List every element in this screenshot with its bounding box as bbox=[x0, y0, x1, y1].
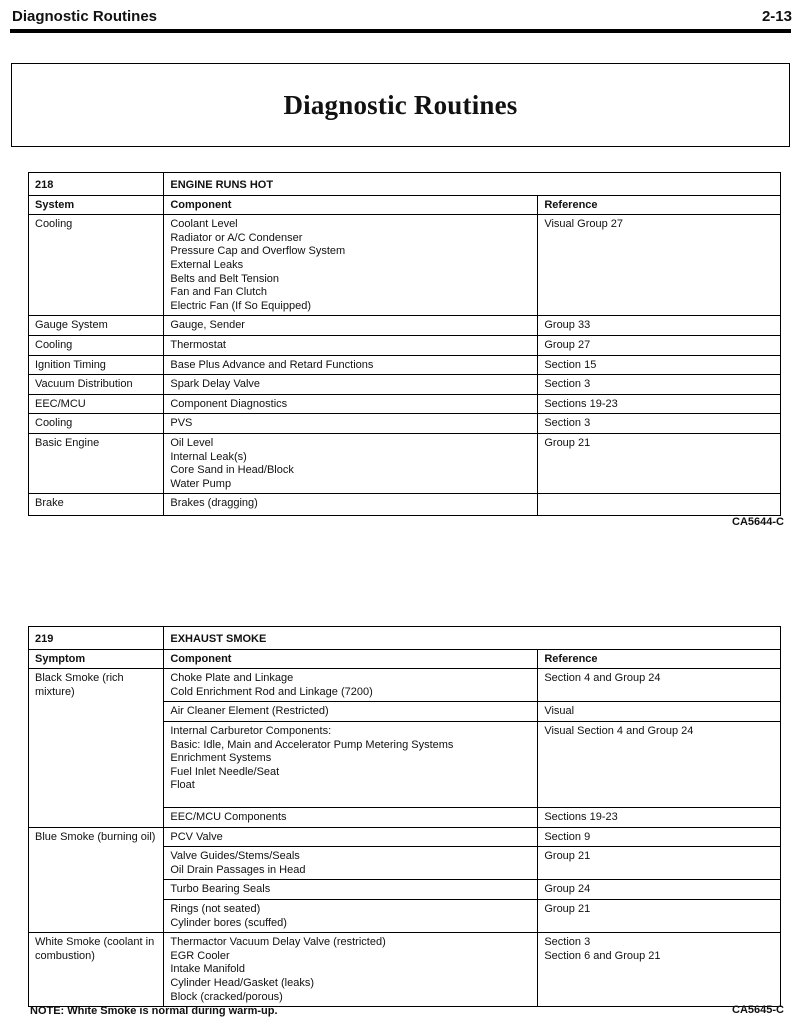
symptom-cell bbox=[29, 669, 164, 827]
routine-title-line: ENGINE RUNS HOT bbox=[170, 179, 274, 191]
reference-cell bbox=[538, 807, 781, 827]
table-header-row bbox=[29, 649, 781, 669]
reference-cell-line: Section 3 bbox=[544, 936, 591, 949]
component-cell-line: Brakes (dragging) bbox=[170, 497, 258, 510]
component-cell bbox=[164, 721, 538, 807]
component-cell-line: Spark Delay Valve bbox=[170, 378, 261, 391]
table-row bbox=[29, 933, 781, 1007]
component-cell-line: Fuel Inlet Needle/Seat bbox=[170, 765, 280, 778]
routine-number-line: 219 bbox=[35, 633, 54, 645]
symptom-cell bbox=[29, 827, 164, 933]
column-header-line: Symptom bbox=[35, 652, 86, 665]
component-cell-line: Core Sand in Head/Block bbox=[170, 464, 294, 477]
column-header-line: System bbox=[35, 198, 75, 211]
component-cell-line: Basic: Idle, Main and Accelerator Pump Metering Systems bbox=[170, 738, 454, 751]
reference-cell-line: Group 21 bbox=[544, 850, 591, 863]
reference-cell-line: Sections 19-23 bbox=[544, 810, 618, 823]
component-cell bbox=[164, 316, 538, 336]
reference-cell bbox=[538, 215, 781, 316]
system-cell bbox=[29, 394, 164, 414]
reference-cell-line: Group 21 bbox=[544, 902, 591, 915]
reference-cell-line: Visual bbox=[544, 705, 575, 718]
component-cell-line: Block (cracked/porous) bbox=[170, 990, 283, 1003]
table-row bbox=[29, 827, 781, 847]
reference-cell bbox=[538, 355, 781, 375]
reference-cell bbox=[538, 316, 781, 336]
component-cell-line: Belts and Belt Tension bbox=[170, 272, 280, 285]
reference-cell-line: Section 9 bbox=[544, 830, 591, 843]
component-cell bbox=[164, 669, 538, 702]
column-header-line: Component bbox=[170, 652, 232, 665]
component-cell-line: Gauge, Sender bbox=[170, 319, 245, 332]
figure-code-218: CA5644-C bbox=[732, 516, 784, 528]
footnote: NOTE: White Smoke is normal during warm-up. bbox=[30, 1005, 278, 1017]
component-cell-line: Cold Enrichment Rod and Linkage (7200) bbox=[170, 685, 373, 698]
system-cell-line: Vacuum Distribution bbox=[35, 378, 133, 391]
running-header bbox=[12, 8, 792, 25]
component-cell bbox=[164, 494, 538, 516]
column-header bbox=[164, 649, 538, 669]
reference-cell bbox=[538, 414, 781, 434]
component-cell-line: Electric Fan (If So Equipped) bbox=[170, 299, 311, 312]
component-cell-line: EGR Cooler bbox=[170, 949, 230, 962]
symptom-cell-line: Black Smoke (rich bbox=[35, 672, 124, 685]
column-header-line: Component bbox=[170, 198, 232, 211]
system-cell-line: Cooling bbox=[35, 338, 73, 351]
page-title: Diagnostic Routines bbox=[283, 89, 518, 120]
component-cell bbox=[164, 933, 538, 1007]
table-row bbox=[29, 394, 781, 414]
component-cell-line: PVS bbox=[170, 417, 193, 430]
system-cell-line: Basic Engine bbox=[35, 436, 100, 449]
symptom-cell bbox=[29, 933, 164, 1007]
title-box bbox=[11, 63, 790, 147]
running-header-title: Diagnostic Routines bbox=[12, 8, 158, 25]
reference-cell bbox=[538, 702, 781, 722]
component-cell-line: Valve Guides/Stems/Seals bbox=[170, 850, 300, 863]
system-cell bbox=[29, 414, 164, 434]
system-cell-line: Brake bbox=[35, 497, 64, 510]
component-cell-line: External Leaks bbox=[170, 258, 244, 271]
table-number-row bbox=[29, 627, 781, 650]
system-cell-line: Cooling bbox=[35, 417, 73, 430]
page-number: 2-13 bbox=[761, 8, 792, 25]
component-cell-line: Oil Level bbox=[170, 436, 214, 449]
system-cell bbox=[29, 215, 164, 316]
figure-code-219: CA5645-C bbox=[732, 1004, 784, 1016]
component-cell-line: Turbo Bearing Seals bbox=[170, 883, 271, 896]
table-row bbox=[29, 335, 781, 355]
component-cell-line: Rings (not seated) bbox=[170, 902, 261, 915]
component-cell bbox=[164, 414, 538, 434]
routine-title bbox=[164, 173, 781, 196]
component-cell-line: Pressure Cap and Overflow System bbox=[170, 245, 346, 258]
routine-title-line: EXHAUST SMOKE bbox=[170, 633, 267, 645]
table-row bbox=[29, 414, 781, 434]
system-cell-line: Ignition Timing bbox=[35, 358, 106, 371]
reference-cell-line: Group 24 bbox=[544, 883, 591, 896]
reference-cell bbox=[538, 933, 781, 1007]
system-cell bbox=[29, 494, 164, 516]
header-rule bbox=[10, 29, 791, 33]
component-cell bbox=[164, 899, 538, 932]
component-cell-line: Thermactor Vacuum Delay Valve (restricted) bbox=[170, 936, 386, 949]
table-row bbox=[29, 375, 781, 395]
column-header bbox=[29, 649, 164, 669]
component-cell bbox=[164, 394, 538, 414]
reference-cell-line: Section 3 bbox=[544, 378, 591, 391]
component-cell-line: Cylinder Head/Gasket (leaks) bbox=[170, 976, 315, 989]
routine-number bbox=[29, 173, 164, 196]
reference-cell-line: Visual Group 27 bbox=[544, 218, 624, 231]
reference-cell-line: Group 27 bbox=[544, 338, 591, 351]
symptom-cell-line: White Smoke (coolant in bbox=[35, 936, 155, 949]
component-cell-line: PCV Valve bbox=[170, 830, 223, 843]
column-header-line: Reference bbox=[544, 198, 598, 211]
reference-cell bbox=[538, 827, 781, 847]
reference-cell bbox=[538, 721, 781, 807]
system-cell-line: EEC/MCU bbox=[35, 397, 86, 410]
table-row bbox=[29, 316, 781, 336]
reference-cell-line: Visual Section 4 and Group 24 bbox=[544, 724, 694, 737]
table-row bbox=[29, 494, 781, 516]
routine-number bbox=[29, 627, 164, 650]
routine-table-219 bbox=[28, 626, 781, 1007]
column-header-line: Reference bbox=[544, 652, 598, 665]
symptom-cell-line: mixture) bbox=[35, 685, 75, 698]
reference-cell bbox=[538, 335, 781, 355]
table-row bbox=[29, 215, 781, 316]
table-row bbox=[29, 433, 781, 493]
component-cell bbox=[164, 880, 538, 900]
column-header bbox=[538, 649, 781, 669]
system-cell-line: Gauge System bbox=[35, 319, 108, 332]
column-header bbox=[538, 195, 781, 215]
reference-cell-line: Section 15 bbox=[544, 358, 597, 371]
component-cell bbox=[164, 355, 538, 375]
component-cell-line: Enrichment Systems bbox=[170, 752, 272, 765]
reference-cell bbox=[538, 880, 781, 900]
component-cell-line: EEC/MCU Components bbox=[170, 810, 287, 823]
component-cell-line: Thermostat bbox=[170, 338, 226, 351]
routine-table-218 bbox=[28, 172, 781, 516]
routine-title bbox=[164, 627, 781, 650]
component-cell bbox=[164, 433, 538, 493]
component-cell-line: Intake Manifold bbox=[170, 963, 245, 976]
system-cell bbox=[29, 335, 164, 355]
table-header-row bbox=[29, 195, 781, 215]
component-cell-line: Component Diagnostics bbox=[170, 397, 288, 410]
column-header bbox=[164, 195, 538, 215]
reference-cell bbox=[538, 433, 781, 493]
reference-cell-line: Section 4 and Group 24 bbox=[544, 672, 661, 685]
system-cell bbox=[29, 433, 164, 493]
reference-cell-line: Section 3 bbox=[544, 417, 591, 430]
symptom-cell-line: Blue Smoke (burning oil) bbox=[35, 830, 156, 843]
component-cell-line: Radiator or A/C Condenser bbox=[170, 231, 303, 244]
component-cell bbox=[164, 215, 538, 316]
component-cell-line: Base Plus Advance and Retard Functions bbox=[170, 358, 374, 371]
table-row bbox=[29, 669, 781, 702]
component-cell-line: Fan and Fan Clutch bbox=[170, 286, 267, 299]
component-cell bbox=[164, 375, 538, 395]
component-cell-line: Internal Leak(s) bbox=[170, 450, 247, 463]
component-cell-line: Float bbox=[170, 779, 195, 792]
component-cell bbox=[164, 807, 538, 827]
reference-cell bbox=[538, 375, 781, 395]
system-cell bbox=[29, 355, 164, 375]
symptom-cell-line: combustion) bbox=[35, 949, 95, 962]
component-cell bbox=[164, 827, 538, 847]
component-cell bbox=[164, 702, 538, 722]
column-header bbox=[29, 195, 164, 215]
reference-cell-line: Section 6 and Group 21 bbox=[544, 949, 661, 962]
routine-number-line: 218 bbox=[35, 179, 54, 191]
system-cell-line: Cooling bbox=[35, 218, 73, 231]
system-cell bbox=[29, 316, 164, 336]
table-row bbox=[29, 355, 781, 375]
component-cell-line: Air Cleaner Element (Restricted) bbox=[170, 705, 329, 718]
reference-cell bbox=[538, 669, 781, 702]
reference-cell bbox=[538, 899, 781, 932]
reference-cell-line: Sections 19-23 bbox=[544, 397, 618, 410]
reference-cell-line: Group 21 bbox=[544, 436, 591, 449]
component-cell bbox=[164, 847, 538, 880]
component-cell-line: Cylinder bores (scuffed) bbox=[170, 916, 287, 929]
component-cell-line: Coolant Level bbox=[170, 218, 238, 231]
reference-cell bbox=[538, 847, 781, 880]
component-cell-line: Choke Plate and Linkage bbox=[170, 672, 294, 685]
table-number-row bbox=[29, 173, 781, 196]
reference-cell bbox=[538, 494, 781, 516]
system-cell bbox=[29, 375, 164, 395]
component-cell-line: Internal Carburetor Components: bbox=[170, 724, 332, 737]
reference-cell bbox=[538, 394, 781, 414]
component-cell-line: Water Pump bbox=[170, 477, 232, 490]
component-cell-line: Oil Drain Passages in Head bbox=[170, 863, 306, 876]
component-cell bbox=[164, 335, 538, 355]
reference-cell-line: Group 33 bbox=[544, 319, 591, 332]
